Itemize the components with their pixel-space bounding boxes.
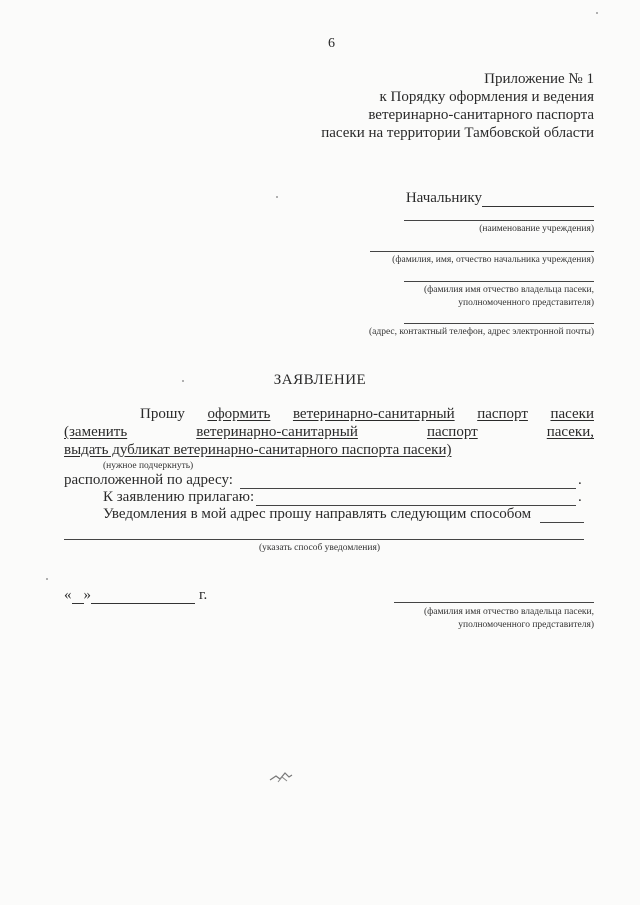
notify-fill-line-1 — [540, 522, 584, 523]
request-line-3: выдать дубликат ветеринарно-санитарного паспорта пасеки) — [64, 442, 452, 458]
smudge-icon — [268, 770, 294, 784]
signer-caption — [424, 606, 594, 632]
signer-blank-line — [394, 602, 594, 603]
chief-name-caption: (фамилия, имя, отчество начальника учреждения) — [392, 255, 594, 265]
owner-blank-line — [404, 281, 594, 282]
request-word-1: Прошу — [140, 406, 185, 422]
page-number: 6 — [328, 36, 335, 51]
scan-speck — [182, 380, 184, 382]
chief-row — [406, 190, 594, 207]
address-caption: (адрес, контактный телефон, адрес электронной почты) — [369, 327, 594, 337]
request-word-3: ветеринарно-санитарный — [292, 406, 455, 422]
notify-fill-line-2 — [64, 539, 584, 540]
request-line2-word-3: паспорт — [426, 424, 478, 440]
notify-caption: (указать способ уведомления) — [259, 543, 380, 553]
request-word-5: пасеки — [550, 406, 594, 422]
request-line-1 — [64, 406, 594, 423]
notify-label: Уведомления в мой адрес прошу направлять следующим способом — [103, 506, 532, 522]
scan-speck — [276, 196, 278, 198]
request-word-2: оформить — [207, 406, 271, 422]
date-month-blank — [91, 590, 195, 604]
document-title: ЗАЯВЛЕНИЕ — [273, 372, 367, 388]
institution-blank-line — [404, 220, 594, 221]
institution-caption: (наименование учреждения) — [479, 224, 594, 234]
appendix-line-4: пасеки на территории Тамбовской области — [321, 125, 594, 141]
attach-period: . — [578, 489, 582, 505]
date-day-blank — [72, 590, 84, 604]
attach-label: К заявлению прилагаю: — [103, 489, 255, 505]
request-line2-word-1: (заменить — [64, 424, 128, 440]
signer-caption-line-1: (фамилия имя отчество владельца пасеки, — [423, 607, 594, 617]
owner-caption-line-1: (фамилия имя отчество владельца пасеки, — [423, 285, 594, 295]
address-fill-line — [240, 488, 576, 489]
chief-name-blank-line — [370, 251, 594, 252]
address-period: . — [578, 472, 582, 488]
request-word-4: паспорт — [477, 406, 528, 422]
request-line2-word-4: пасеки, — [546, 424, 594, 440]
appendix-block — [264, 70, 594, 142]
request-line-2 — [64, 424, 594, 441]
underline-hint: (нужное подчеркнуть) — [103, 461, 194, 471]
date-close-quote: » — [83, 587, 91, 603]
request-line2-word-2: ветеринарно-санитарный — [196, 424, 358, 440]
appendix-line-2: к Порядку оформления и ведения — [379, 89, 594, 105]
owner-caption — [424, 284, 594, 310]
scan-speck — [596, 12, 598, 14]
date-row — [64, 587, 207, 604]
address-blank-line — [404, 323, 594, 324]
chief-label: Начальнику — [405, 190, 482, 206]
date-year-suffix: г. — [199, 587, 208, 603]
appendix-line-3: ветеринарно-санитарного паспорта — [368, 107, 594, 123]
owner-caption-line-2: уполномоченного представителя) — [458, 298, 594, 308]
scan-smudge — [268, 770, 294, 788]
signer-caption-line-2: уполномоченного представителя) — [458, 620, 594, 630]
date-open-quote: « — [64, 587, 72, 603]
address-label: расположенной по адресу: — [64, 472, 233, 488]
scan-speck — [46, 578, 48, 580]
appendix-line-1: Приложение № 1 — [484, 71, 594, 87]
chief-blank-line — [482, 192, 594, 207]
